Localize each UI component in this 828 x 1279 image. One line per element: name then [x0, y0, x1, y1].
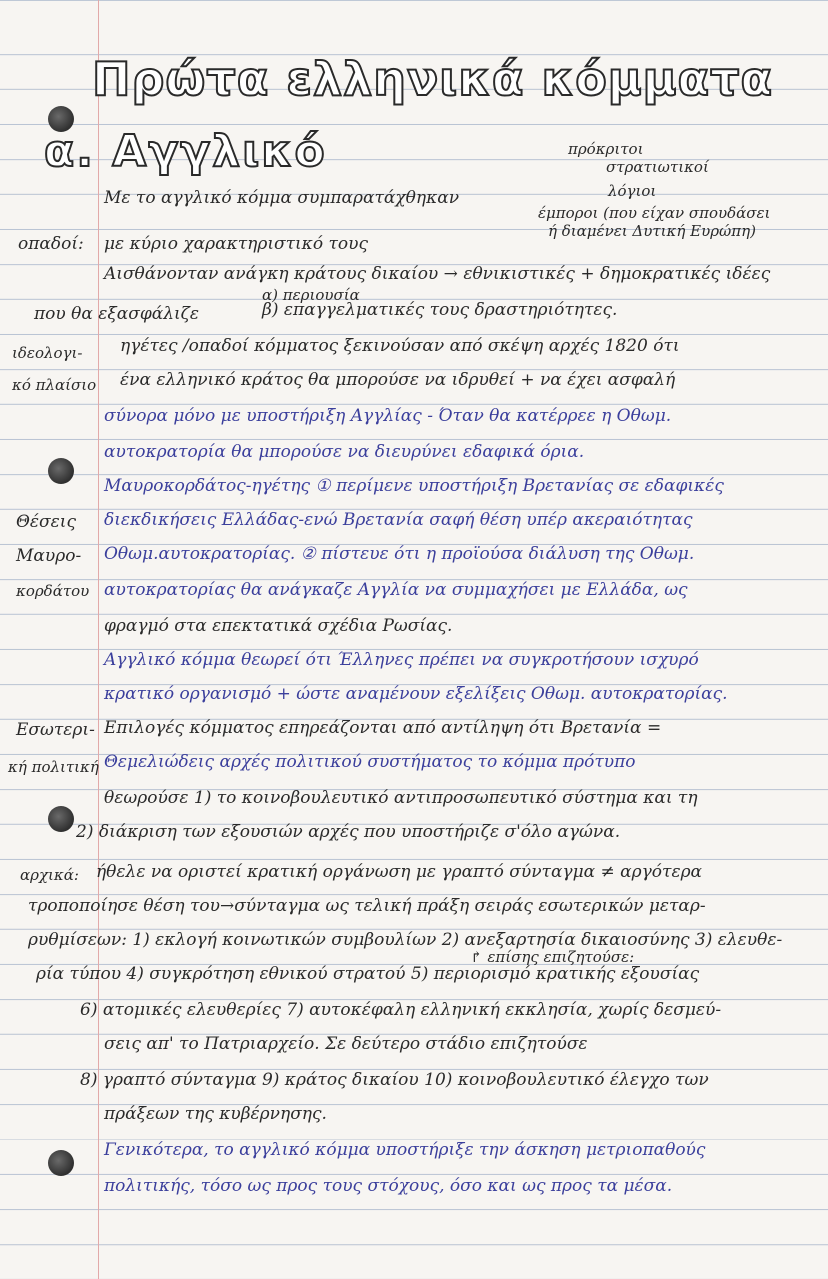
note-line: Με το αγγλικό κόμμα συμπαρατάχθηκαν [104, 188, 460, 208]
note-line: ↱ επίσης επιζητούσε: [470, 948, 635, 966]
note-line: κρατικό οργανισμό + ώστε αναμένουν εξελίξεις Οθωμ. αυτοκρατορίας. [104, 684, 728, 704]
list-item: έμποροι (που είχαν σπουδάσει [538, 204, 771, 222]
section-heading: α. Αγγλικό [44, 126, 327, 177]
note-line: σεις απ' το Πατριαρχείο. Σε δεύτερο στάδιο επιζητούσε [104, 1034, 588, 1054]
side-note: κή πολιτική [8, 758, 99, 776]
note-line: ρυθμίσεων: 1) εκλογή κοινωτικών συμβουλίων 2) ανεξαρτησία δικαιοσύνης 3) ελευθε- [28, 930, 783, 950]
side-note: ιδεολογι- [12, 344, 83, 362]
note-line: ένα ελληνικό κράτος θα μπορούσε να ιδρυθεί + να έχει ασφαλή [120, 370, 676, 390]
list-item: λόγιοι [608, 182, 657, 200]
side-note: κορδάτου [16, 582, 90, 600]
note-line: με κύριο χαρακτηριστικό τους [104, 234, 368, 254]
side-note: Εσωτερι- [16, 720, 95, 740]
note-line: ρία τύπου 4) συγκρότηση εθνικού στρατού 5) περιορισμό κρατικής εξουσίας [36, 964, 700, 984]
note-line: α) περιουσία [262, 286, 360, 304]
note-line: φραγμό στα επεκτατικά σχέδια Ρωσίας. [104, 616, 453, 636]
note-line: Θεμελιώδεις αρχές πολιτικού συστήματος το κόμμα πρότυπο [104, 752, 636, 772]
note-line: Αγγλικό κόμμα θεωρεί ότι Έλληνες πρέπει να συγκροτήσουν ισχυρό [104, 650, 699, 670]
note-line: β) επαγγελματικές τους δραστηριότητες. [262, 300, 618, 320]
note-line: 2) διάκριση των εξουσιών αρχές που υποστήριζε σ'όλο αγώνα. [76, 822, 621, 842]
note-line: πράξεων της κυβέρνησης. [104, 1104, 327, 1124]
list-item: στρατιωτικοί [606, 158, 709, 176]
note-line: διεκδικήσεις Ελλάδας-ενώ Βρετανία σαφή θέση υπέρ ακεραιότητας [104, 510, 693, 530]
side-note: αρχικά: [20, 866, 79, 884]
side-note: οπαδοί: [18, 234, 84, 254]
note-line: Γενικότερα, το αγγλικό κόμμα υποστήριξε την άσκηση μετριοπαθούς [104, 1140, 706, 1160]
note-line: Επιλογές κόμματος επηρεάζονται από αντίληψη ότι Βρετανία = [104, 718, 662, 738]
note-line: τροποποίησε θέση του→σύνταγμα ως τελική πράξη σειράς εσωτερικών μεταρ- [28, 896, 706, 916]
list-item: πρόκριτοι [568, 140, 644, 158]
note-line: 6) ατομικές ελευθερίες 7) αυτοκέφαλη ελληνική εκκλησία, χωρίς δεσμεύ- [80, 1000, 722, 1020]
note-line: σύνορα μόνο με υποστήριξη Αγγλίας - Όταν θα κατέρρεε η Οθωμ. [104, 406, 672, 426]
note-line: αυτοκρατορίας θα ανάγκαζε Αγγλία να συμμαχήσει με Ελλάδα, ως [104, 580, 688, 600]
note-line: πολιτικής, τόσο ως προς τους στόχους, όσο και ως προς τα μέσα. [104, 1176, 673, 1196]
list-item: ή διαμένει Δυτική Ευρώπη) [548, 222, 756, 240]
note-line: ήθελε να οριστεί κρατική οργάνωση με γραπτό σύνταγμα ≠ αργότερα [96, 862, 703, 882]
note-line: Μαυροκορδάτος-ηγέτης ① περίμενε υποστήριξη Βρετανίας σε εδαφικές [104, 476, 724, 496]
note-line: αυτοκρατορία θα μπορούσε να διευρύνει εδαφικά όρια. [104, 442, 585, 462]
note-line: Οθωμ.αυτοκρατορίας. ② πίστευε ότι η προϊούσα διάλυση της Οθωμ. [104, 544, 695, 564]
binder-hole [48, 1150, 74, 1176]
note-line: θεωρούσε 1) το κοινοβουλευτικό αντιπροσωπευτικό σύστημα και τη [104, 788, 698, 808]
note-line: Αισθάνονταν ανάγκη κράτους δικαίου → εθνικιστικές + δημοκρατικές ιδέες [104, 264, 771, 284]
note-line: ηγέτες /οπαδοί κόμματος ξεκινούσαν από σκέψη αρχές 1820 ότι [120, 336, 680, 356]
side-note: Μαυρο- [16, 546, 82, 566]
page-title: Πρώτα ελληνικά κόμματα [92, 52, 774, 106]
binder-hole [48, 806, 74, 832]
binder-hole [48, 458, 74, 484]
side-note: Θέσεις [16, 512, 76, 532]
side-note: κό πλαίσιο [12, 376, 97, 394]
note-line: που θα εξασφάλιζε [34, 304, 199, 324]
note-line: 8) γραπτό σύνταγμα 9) κράτος δικαίου 10) κοινοβουλευτικό έλεγχο των [80, 1070, 709, 1090]
